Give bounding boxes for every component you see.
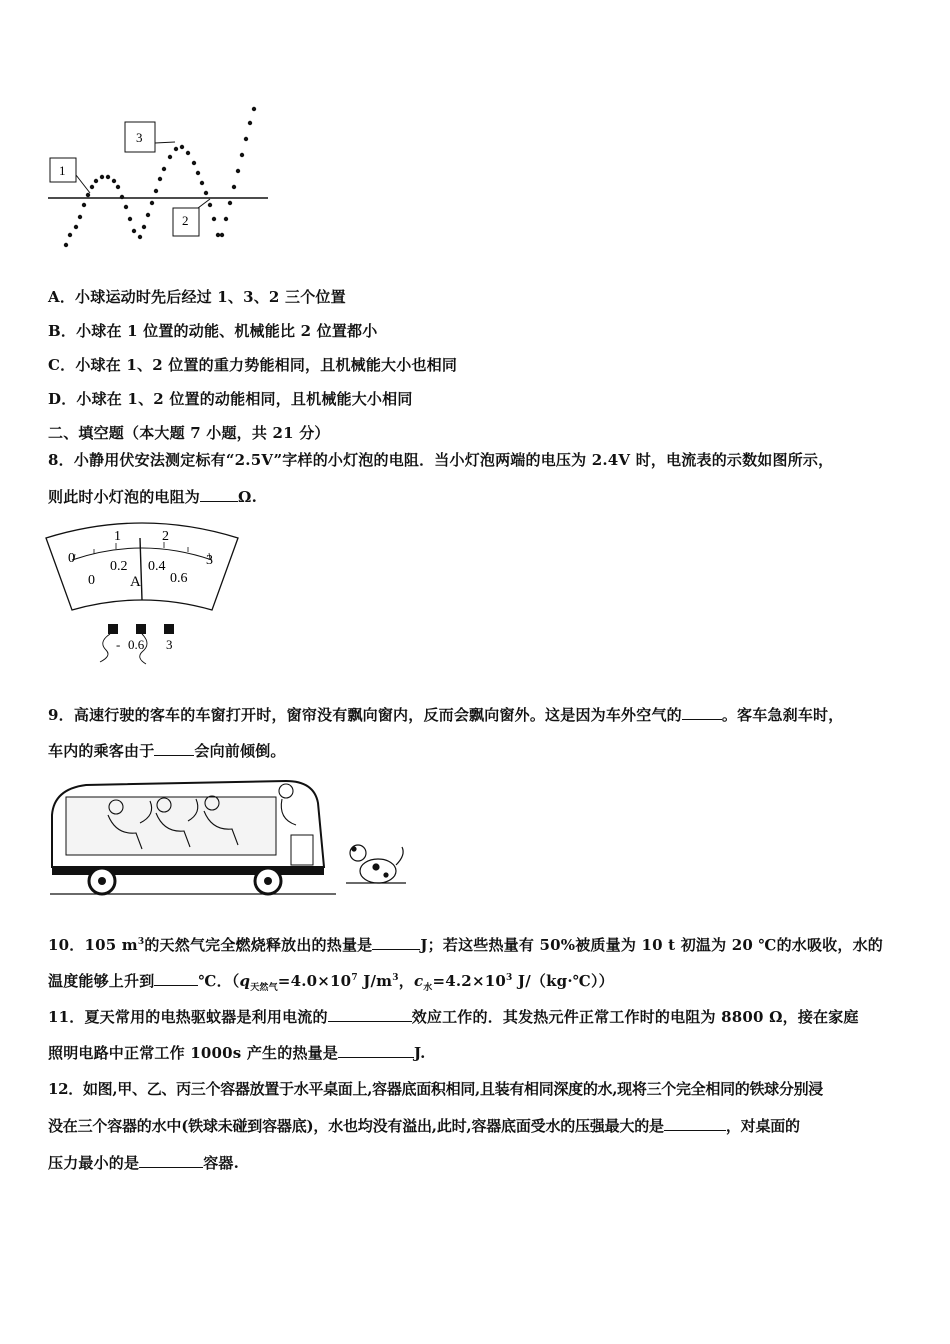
ball-dot — [106, 175, 110, 179]
q12-line1: 12．如图,甲、乙、丙三个容器放置于水平桌面上,容器底面积相同,且装有相同深度的水,现将三个完全相同的铁球分别浸 — [48, 1080, 823, 1098]
ball-dot — [94, 179, 98, 183]
q8-text: 则此时小灯泡的电阻为 — [48, 488, 201, 506]
q9-text4: 会向前倾倒。 — [194, 742, 286, 760]
q12-blank2[interactable] — [139, 1153, 203, 1168]
q12-line3 — [48, 1152, 239, 1173]
ball-dot — [204, 191, 208, 195]
q11-text4: J. — [414, 1044, 426, 1062]
ball-dot — [240, 153, 244, 157]
ball-dot — [252, 107, 256, 111]
ball-dot — [132, 229, 136, 233]
ball-dot — [248, 121, 252, 125]
label-2: 2 — [182, 213, 189, 228]
top-scale-1: 1 — [114, 529, 121, 544]
q8-unit: Ω. — [238, 488, 257, 506]
q10-q: q — [239, 972, 251, 990]
q12-line2 — [48, 1115, 800, 1136]
ball-dot — [162, 167, 166, 171]
ball-dot — [154, 189, 158, 193]
q9-line1 — [48, 704, 843, 725]
label-1: 1 — [59, 163, 66, 178]
ball-dot — [228, 201, 232, 205]
q12-blank1[interactable] — [664, 1116, 726, 1131]
q10-q-exp: 7 — [351, 973, 358, 983]
ball-dot — [158, 177, 162, 181]
ball-dot — [216, 233, 220, 237]
q10-blank1[interactable] — [372, 935, 420, 950]
ball-trajectory-figure — [40, 95, 280, 267]
q11-blank2[interactable] — [338, 1043, 414, 1058]
ball-dot — [196, 171, 200, 175]
q9-text2: 。客车急刹车时， — [721, 706, 844, 724]
ball-dot — [142, 225, 146, 229]
q10-text3: J；若这些热量有 50%被质量为 10 t 初温为 20 ℃的水吸收，水的 — [420, 936, 883, 954]
q10-c-exp: 3 — [506, 973, 513, 983]
q10-text5: ℃．（ — [198, 972, 240, 990]
ball-dot — [86, 193, 90, 197]
ball-dots — [64, 107, 256, 247]
bus-figure — [46, 775, 416, 900]
ball-dot — [236, 169, 240, 173]
q10-q-unit: J/m — [357, 972, 393, 990]
label-3: 3 — [136, 130, 143, 145]
bottom-scale-2: 0.4 — [148, 559, 166, 574]
ball-dot — [138, 235, 142, 239]
ball-dot — [112, 179, 116, 183]
ball-dot — [100, 175, 104, 179]
top-scale-0: 0 — [68, 551, 75, 566]
ball-dot — [146, 213, 150, 217]
ball-dot — [82, 203, 86, 207]
bottom-scale-3: 0.6 — [170, 571, 188, 586]
q8-line2 — [48, 486, 257, 507]
label-3-box — [125, 122, 175, 152]
ball-dot — [64, 243, 68, 247]
q10-q-unit-exp: 3 — [392, 973, 399, 983]
q10-q-val: =4.0×10 — [277, 972, 352, 990]
q10-c: c — [413, 972, 424, 990]
terminal-neg — [108, 624, 118, 634]
q10-c-val: =4.2×10 — [432, 972, 506, 990]
ball-dot — [244, 137, 248, 141]
q10-text1: 10．105 m — [48, 936, 138, 954]
q10-sep: ， — [398, 972, 414, 990]
q12-text3: 压力最小的是 — [48, 1154, 140, 1172]
ball-dot — [192, 161, 196, 165]
dog — [346, 845, 406, 883]
q12-text1: 没在三个容器的水中(铁球未碰到容器底)，水也均没有溢出,此时,容器底面受水的压强最大的是 — [48, 1117, 664, 1135]
ball-dot — [224, 217, 228, 221]
q11-text3: 照明电路中正常工作 1000s 产生的热量是 — [48, 1044, 339, 1062]
q9-blank2[interactable] — [154, 741, 194, 756]
q9-blank1[interactable] — [682, 705, 722, 720]
top-scale-2: 2 — [162, 529, 169, 544]
ball-dot — [180, 145, 184, 149]
q12-text4: 容器. — [203, 1154, 240, 1172]
terminal-label-3: 3 — [166, 637, 173, 652]
label-1-box — [50, 158, 90, 193]
q10-text2: 的天然气完全燃烧释放出的热量是 — [144, 936, 373, 954]
ball-dot — [90, 185, 94, 189]
ammeter-unit: A — [130, 574, 141, 590]
section-title: 二、填空题（本大题 7 小题，共 21 分） — [48, 424, 330, 442]
q10-q-sub: 天然气 — [250, 983, 278, 993]
ball-dot — [208, 203, 212, 207]
q10-blank2[interactable] — [154, 971, 198, 986]
label-2-box — [173, 199, 210, 236]
bottom-scale-0: 0 — [88, 573, 95, 588]
ball-dot — [68, 233, 72, 237]
q10-c-sub: 水 — [423, 983, 433, 993]
q10-c-unit: J/（kg·℃）） — [512, 972, 614, 990]
top-scale-3: 3 — [206, 553, 213, 568]
ball-dot — [128, 217, 132, 221]
ball-dot — [220, 233, 224, 237]
ball-dot — [168, 155, 172, 159]
terminal-label-06: 0.6 — [128, 637, 145, 652]
terminal-06 — [136, 624, 146, 634]
ball-dot — [124, 205, 128, 209]
ball-dot — [120, 195, 124, 199]
q11-text1: 11．夏天常用的电热驱蚊器是利用电流的 — [48, 1008, 328, 1026]
ball-dot — [174, 147, 178, 151]
q11-blank1[interactable] — [328, 1007, 412, 1022]
q7-option-b: B．小球在 1 位置的动能、机械能比 2 位置都小 — [48, 322, 378, 340]
q11-line1 — [48, 1006, 859, 1027]
ball-dot — [116, 185, 120, 189]
q12-text2: ，对桌面的 — [725, 1117, 800, 1135]
q7-option-c: C．小球在 1、2 位置的重力势能相同，且机械能大小也相同 — [48, 356, 458, 374]
ball-dot — [150, 201, 154, 205]
q11-text2: 效应工作的．其发热元件正常工作时的电阻为 8800 Ω，接在家庭 — [411, 1008, 859, 1026]
q10-sup: 3 — [137, 937, 145, 947]
q9-text1: 9．高速行驶的客车的车窗打开时，窗帘没有飘向窗内，反而会飘向窗外。这是因为车外空气的 — [48, 706, 682, 724]
ammeter-figure — [42, 518, 242, 666]
ball-dot — [232, 185, 236, 189]
q9-line2 — [48, 740, 286, 761]
q10-line2 — [48, 970, 614, 993]
q9-text3: 车内的乘客由于 — [48, 742, 155, 760]
q8-blank[interactable] — [200, 487, 238, 502]
terminal-label-neg: - — [116, 637, 121, 652]
bottom-scale-1: 0.2 — [110, 559, 128, 574]
ball-dot — [74, 225, 78, 229]
q7-option-a: A．小球运动时先后经过 1、3、2 三个位置 — [48, 288, 346, 306]
ball-dot — [212, 217, 216, 221]
q10-text4: 温度能够上升到 — [48, 972, 155, 990]
q8-line1: 8．小静用伏安法测定标有“2.5V”字样的小灯泡的电阻．当小灯泡两端的电压为 2.4V 时，电流表的示数如图所示， — [48, 451, 834, 469]
terminal-3 — [164, 624, 174, 634]
ball-dot — [78, 215, 82, 219]
q7-option-d: D．小球在 1、2 位置的动能相同，且机械能大小相同 — [48, 390, 413, 408]
ball-dot — [186, 151, 190, 155]
q10-line1 — [48, 934, 883, 955]
q11-line2 — [48, 1042, 426, 1063]
ball-dot — [200, 181, 204, 185]
